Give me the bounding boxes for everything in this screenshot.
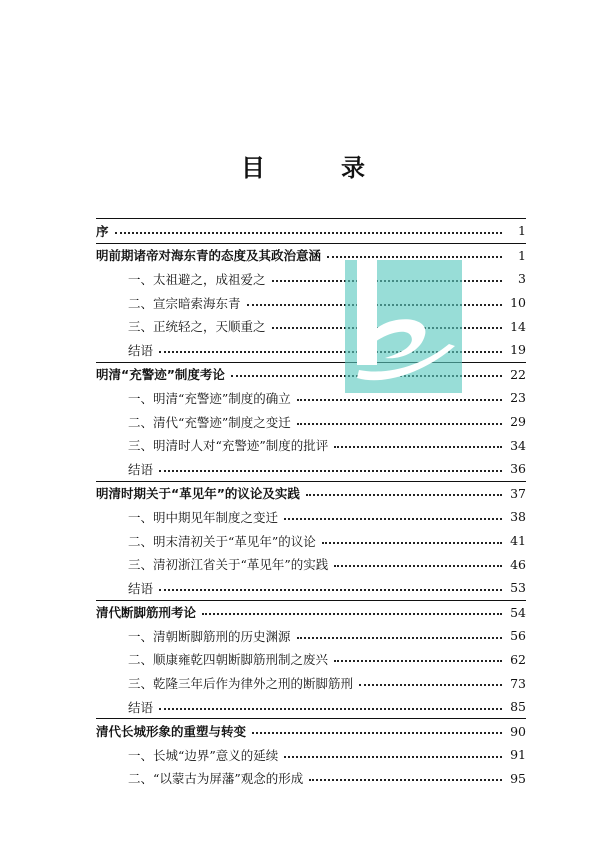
toc-entry-label: 二、清代“充警迹”制度之变迁 [128,414,291,430]
toc-page-number: 41 [510,533,526,549]
toc-dot-leader [252,732,502,734]
toc-subsection-row [96,410,526,434]
toc-dot-leader [306,494,502,496]
toc-section-row [96,718,526,743]
toc-subsection-row [96,505,526,529]
toc-page-number: 38 [510,509,526,525]
toc-dot-leader [202,613,502,615]
toc-dot-leader [297,637,502,639]
toc-entry-label: 二、明末清初关于“革见年”的议论 [128,533,316,549]
toc-entry-label: 三、乾隆三年后作为律外之刑的断脚筋刑 [128,676,354,692]
toc-dot-leader [284,756,502,758]
toc-subsection-row [96,743,526,767]
toc-entry-label: 一、长城“边界”意义的延续 [128,747,279,763]
toc-page-number: 19 [510,342,526,358]
toc-page-number: 36 [510,461,526,477]
toc-dot-leader [334,446,502,448]
toc-entry-label: 结语 [128,342,154,358]
toc-entry-label: 清代断脚筋刑考论 [96,605,197,621]
toc-section-row [96,600,526,625]
toc-page-number: 23 [510,390,526,406]
toc-entry-label: 二、宣宗暗索海东青 [128,295,241,311]
toc-entry-label: 一、太祖避之，成祖爱之 [128,271,266,287]
toc-dot-leader [159,470,502,472]
toc-subsection-row [96,695,526,719]
toc-subsection-row [96,648,526,672]
toc-entry-label: 一、明清“充警迹”制度的确立 [128,390,291,406]
toc-section-row [96,481,526,506]
toc-page-number: 62 [510,651,526,667]
toc-subsection-row [96,576,526,600]
logo-glyph-icon [345,260,462,393]
toc-page-number: 53 [510,580,526,596]
toc-page-number: 95 [510,770,526,786]
toc-entry-label: 一、清朝断脚筋刑的历史渊源 [128,628,291,644]
toc-subsection-row [96,529,526,553]
toc-subsection-row [96,552,526,576]
toc-dot-leader [334,660,502,662]
toc-subsection-row [96,457,526,481]
toc-entry-label: 二、顺康雍乾四朝断脚筋刑制之废兴 [128,652,329,668]
toc-entry-label: 二、“以蒙古为屏藩”观念的形成 [128,771,304,787]
toc-page-number: 46 [510,556,526,572]
toc-dot-leader [334,565,502,567]
toc-subsection-row [96,433,526,457]
toc-page-number: 73 [510,675,526,691]
toc-entry-label: 清代长城形象的重塑与转变 [96,724,247,740]
toc-dot-leader [322,542,502,544]
toc-page-number: 90 [510,723,526,739]
toc-entry-label: 三、明清时人对“充警迹”制度的批评 [128,438,329,454]
watermark-logo [345,260,462,393]
toc-dot-leader [297,399,502,401]
toc-dot-leader [327,256,502,258]
toc-dot-leader [159,589,502,591]
toc-entry-label: 结语 [128,699,154,715]
toc-page-number: 29 [510,414,526,430]
toc-entry-label: 结语 [128,461,154,477]
toc-section-row [96,218,526,243]
toc-entry-label: 结语 [128,580,154,596]
toc-dot-leader [115,232,502,234]
toc-dot-leader [159,708,502,710]
toc-page-number: 14 [510,318,526,334]
toc-dot-leader [309,779,502,781]
toc-entry-label: 明清时期关于“革见年”的议论及实践 [96,486,300,502]
toc-entry-label: 一、明中期见年制度之变迁 [128,509,279,525]
toc-page-number: 85 [510,699,526,715]
toc-page-number: 91 [510,747,526,763]
page-title: 目 录 [241,153,391,182]
toc-subsection-row [96,624,526,648]
toc-page-number: 3 [518,271,526,287]
toc-entry-label: 三、清初浙江省关于“革见年”的实践 [128,557,329,573]
toc-page-number: 1 [518,247,526,263]
toc-page-number: 1 [518,223,526,239]
toc-page-number: 54 [510,604,526,620]
toc-page-number: 34 [510,437,526,453]
toc-entry-label: 明前期诸帝对海东青的态度及其政治意涵 [96,248,322,264]
toc-page-number: 10 [510,295,526,311]
toc-subsection-row [96,671,526,695]
toc-entry-label: 序 [96,223,109,239]
toc-entry-label: 三、正统轻之，天顺重之 [128,319,266,335]
toc-dot-leader [284,518,502,520]
toc-page-number: 37 [510,485,526,501]
toc-entry-label: 明清“充警迹”制度考论 [96,367,225,383]
toc-dot-leader [359,684,502,686]
toc-dot-leader [297,423,502,425]
toc-page-number: 56 [510,628,526,644]
toc-page-number: 22 [510,366,526,382]
toc-subsection-row [96,767,526,791]
